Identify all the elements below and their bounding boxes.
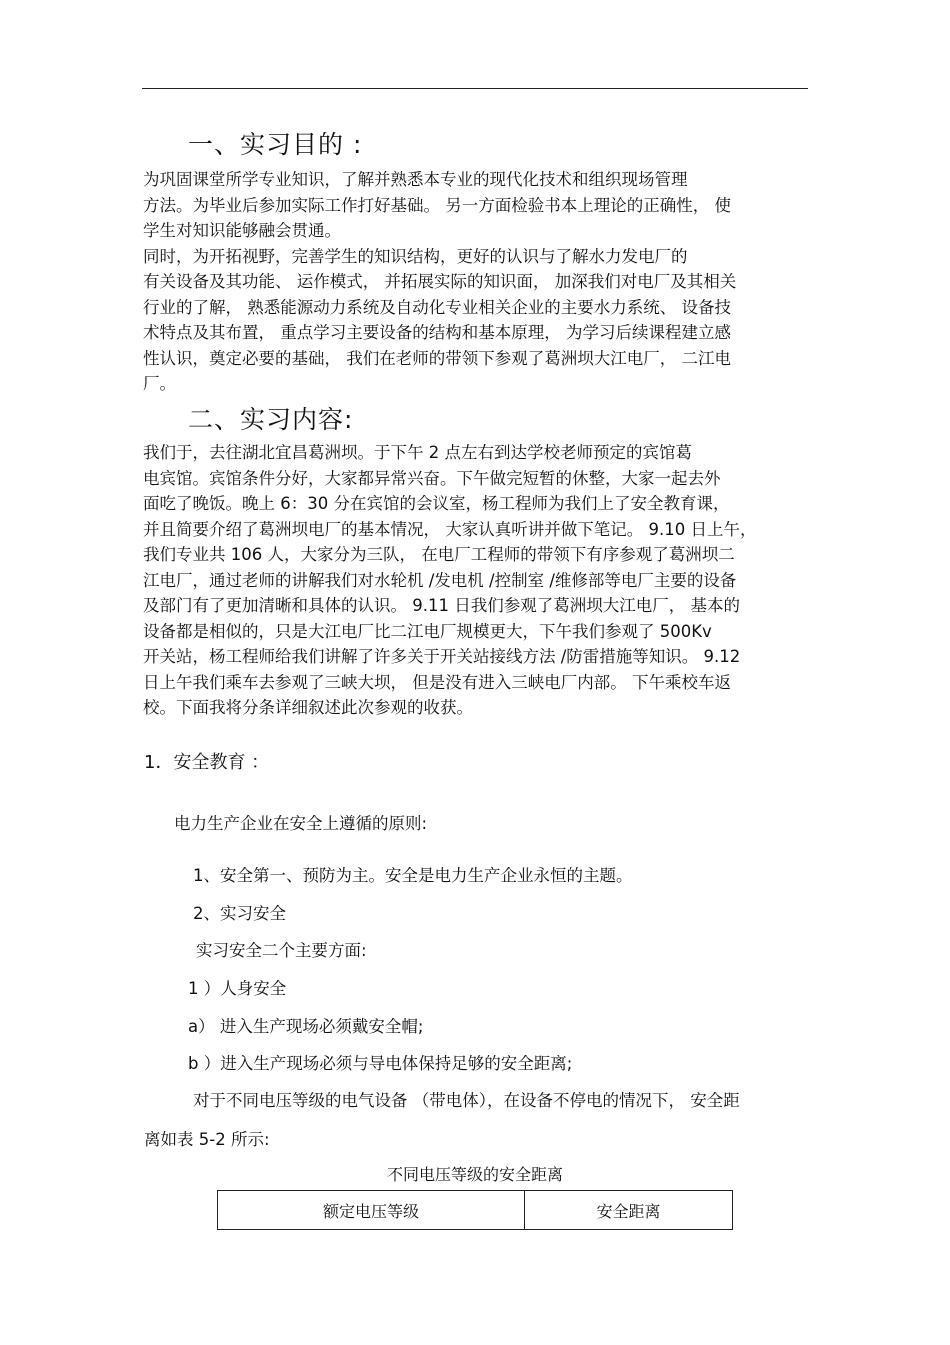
item-b: b ）进入生产现场必须与导电体保持足够的安全距离; [188,1054,573,1073]
heading-content: 二、实习内容: [188,405,354,434]
principle-1: 1、安全第一、预防为主。安全是电力生产企业永恒的主题。 [193,866,633,885]
text-line: 术特点及其布置， 重点学习主要设备的结构和基本原理， 为学习后续课程建立感 [143,323,731,342]
safety-distance-table [217,1190,733,1230]
text-line: 同时，为开拓视野，完善学生的知识结构，更好的认识与了解水力发电厂的 [143,246,688,266]
header-rule [142,88,808,89]
text-line: 学生对知识能够融会贯通。 [143,221,341,240]
text-line: 为巩固课堂所学专业知识，了解并熟悉本专业的现代化技术和组织现场管理 [143,170,688,189]
text-line: 方法。为毕业后参加实际工作打好基础。 另一方面检验书本上理论的正确性， 使 [143,195,731,215]
principles-intro: 电力生产企业在安全上遵循的原则: [174,814,428,833]
text-line: 校。下面我将分条详细叙述此次参观的收获。 [143,698,473,717]
principle-2: 2、实习安全 [193,904,286,923]
table-caption: 不同电压等级的安全距离 [386,1165,563,1184]
header-voltage-level: 额定电压等级 [218,1191,525,1230]
section-title-safety: 1．安全教育 ： [144,752,270,773]
purpose-paragraph [143,167,808,397]
text-line: 面吃了晚饭。晚上 6：30 分在宾馆的会议室，杨工程师为我们上了安全教育课， [143,494,730,513]
text-line: 及部门有了更加清晰和具体的认识。 9.11 日我们参观了葛洲坝大江电厂， 基本的 [143,596,740,615]
text-line: 我们专业共 106 人，大家分为三队， 在电厂工程师的带领下有序参观了葛洲坝二 [143,545,735,564]
text-line: 行业的了解， 熟悉能源动力系统及自动化专业相关企业的主要水力系统、 设备技 [143,297,731,317]
text-line: 日上午我们乘车去参观了三峡大坝， 但是没有进入三峡电厂内部。 下午乘校车返 [143,672,731,692]
header-safety-distance: 安全距离 [525,1191,733,1230]
item-a: a） 进入生产现场必须戴安全帽; [188,1017,424,1036]
table-header-row [218,1191,733,1230]
text-line: 并且简要介绍了葛洲坝电厂的基本情况， 大家认真听讲并做下笔记。 9.10 日上午， [143,519,757,539]
distance-line-2: 离如表 5-2 所示: [144,1130,270,1149]
text-line: 设备都是相似的，只是大江电厂比二江电厂规模更大，下午我们参观了 500Kv [143,621,712,641]
text-line: 江电厂，通过老师的讲解我们对水轮机 /发电机 /控制室 /维修部等电厂主要的设备 [143,570,737,590]
text-line: 开关站，杨工程师给我们讲解了许多关于开关站接线方法 /防雷措施等知识。 9.12 [143,647,741,666]
text-line: 性认识，奠定必要的基础， 我们在老师的带领下参观了葛洲坝大江电厂， 二江电 [143,348,731,368]
text-line: 有关设备及其功能、 运作模式， 并拓展实际的知识面， 加深我们对电厂及其相关 [143,272,737,291]
text-line: 电宾馆。宾馆条件分好，大家都异常兴奋。下午做完短暂的休整，大家一起去外 [143,468,721,488]
content-paragraph [143,440,808,721]
heading-purpose: 一、实习目的 : [188,130,363,159]
text-line: 我们于，去往湖北宜昌葛洲坝。于下午 2 点左右到达学校老师预定的宾馆葛 [143,443,692,462]
distance-line-1: 对于不同电压等级的电气设备 （带电体），在设备不停电的情况下， 安全距 [193,1091,740,1110]
aspect-1: 1 ）人身安全 [188,979,287,998]
text-line: 厂。 [143,374,176,393]
aspects-intro: 实习安全二个主要方面: [196,941,367,960]
